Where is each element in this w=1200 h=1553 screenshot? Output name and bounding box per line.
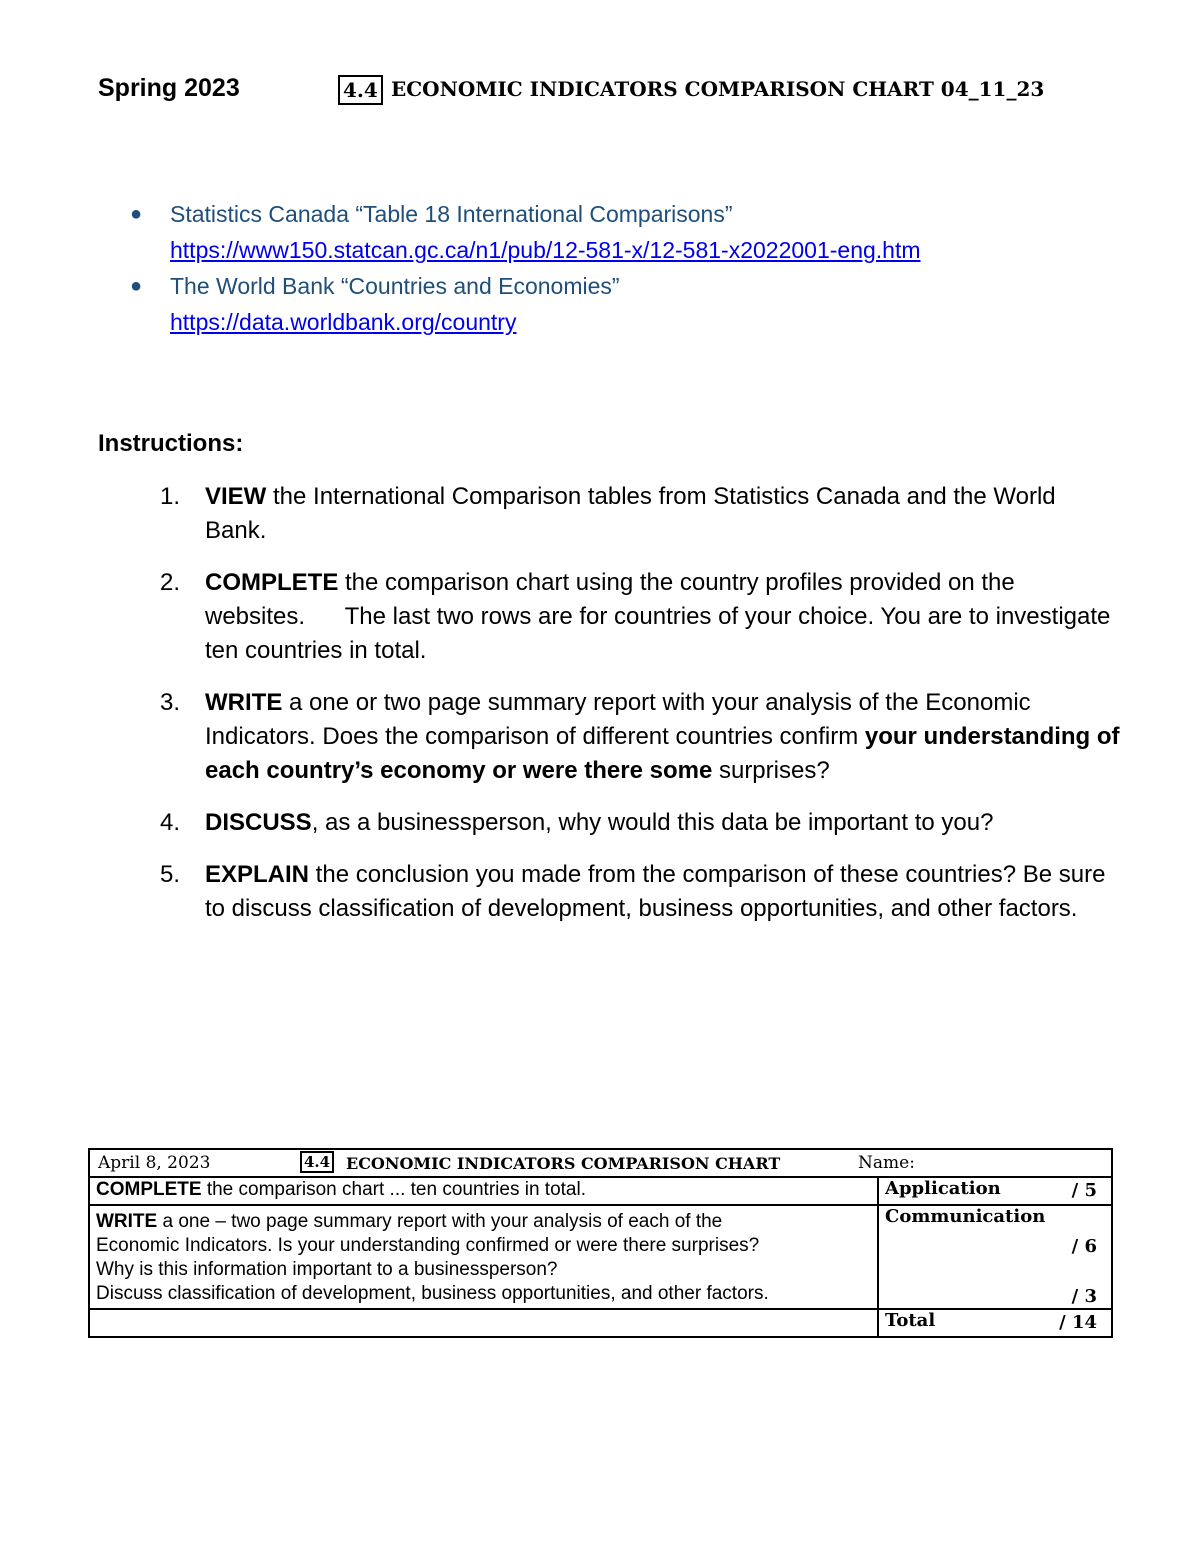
step-text-end: surprises? — [712, 757, 830, 784]
bullet-icon: ● — [130, 275, 143, 297]
step-text: , as a businessperson, why would this data be important to you? — [311, 809, 994, 836]
step-number: 1. — [160, 483, 181, 510]
rubric-title: ECONOMIC INDICATORS COMPARISON CHART — [346, 1154, 781, 1173]
total-label: Total — [885, 1310, 936, 1331]
communication-score: / 6 — [1071, 1236, 1097, 1257]
total-score: / 14 — [1059, 1312, 1097, 1333]
step-verb: VIEW — [205, 483, 267, 510]
reference-title: Statistics Canada “Table 18 International Comparisons” — [170, 201, 733, 227]
rubric-row-application — [89, 1177, 1112, 1205]
rubric-criteria-cell — [89, 1205, 878, 1309]
instruction-steps — [160, 480, 1120, 944]
reference-list — [130, 196, 921, 340]
rubric-header-cell — [89, 1149, 1112, 1177]
step-number: 4. — [160, 809, 181, 836]
document-header — [98, 72, 1118, 112]
reference-item — [130, 268, 921, 340]
step-item — [160, 858, 1120, 926]
total-score-cell — [878, 1309, 1112, 1337]
bullet-icon: ● — [130, 203, 143, 225]
document-title: ECONOMIC INDICATORS COMPARISON CHART 04_11_23 — [391, 77, 1045, 101]
rubric-date: April 8, 2023 — [98, 1153, 211, 1173]
section-number: 4.4 — [338, 75, 383, 105]
step-text: a one or two page summary report with your analysis of the Economic Indicators. Does the comparison of different countries confirm — [205, 689, 1031, 750]
reference-item — [130, 196, 921, 268]
criteria-verb: WRITE — [96, 1211, 158, 1232]
step-number: 3. — [160, 689, 181, 716]
rubric-row-total — [89, 1309, 1112, 1337]
communication-label: Communication — [885, 1206, 1046, 1227]
other-score: / 3 — [1071, 1286, 1097, 1307]
application-score-cell — [878, 1177, 1112, 1205]
step-number: 5. — [160, 861, 181, 888]
rubric-empty-cell — [89, 1309, 878, 1337]
statcan-link[interactable]: https://www150.statcan.gc.ca/n1/pub/12-581-x/12-581-x2022001-eng.htm — [170, 237, 921, 263]
step-text: the comparison chart using the country profiles provided on the websites. The last two rows are for countries of your choice. You are to investigate ten countries in total. — [205, 569, 1118, 664]
step-verb: WRITE — [205, 689, 283, 716]
rubric-header-row — [89, 1149, 1112, 1177]
rubric-criteria-cell — [89, 1177, 878, 1205]
name-label: Name: — [858, 1153, 915, 1173]
worldbank-link[interactable]: https://data.worldbank.org/country — [170, 309, 517, 335]
criteria-line — [96, 1210, 871, 1234]
step-text: the International Comparison tables from Statistics Canada and the World Bank. — [205, 483, 1056, 544]
criteria-line: Why is this information important to a businessperson? — [96, 1259, 558, 1280]
step-verb: COMPLETE — [205, 569, 339, 596]
criteria-text: the comparison chart ... ten countries in total. — [201, 1179, 586, 1200]
step-item — [160, 566, 1120, 668]
rubric-section: 4.4 — [300, 1151, 334, 1173]
step-text: the conclusion you made from the comparison of these countries? Be sure to discuss classification of development, business opportunities, and other factors. — [205, 861, 1106, 922]
step-verb: DISCUSS — [205, 809, 312, 836]
communication-score-cell — [878, 1205, 1112, 1309]
step-verb: EXPLAIN — [205, 861, 310, 888]
criteria-line: Discuss classification of development, business opportunities, and other factors. — [96, 1283, 769, 1304]
criteria-verb: COMPLETE — [96, 1179, 202, 1200]
step-number: 2. — [160, 569, 181, 596]
step-item — [160, 806, 1120, 840]
criteria-text: a one – two page summary report with your analysis of each of the — [157, 1211, 723, 1232]
season-label: Spring 2023 — [98, 74, 240, 102]
application-score: / 5 — [1071, 1180, 1097, 1201]
rubric-table — [88, 1148, 1113, 1338]
step-item — [160, 480, 1120, 548]
application-label: Application — [885, 1178, 1001, 1199]
rubric-row-communication — [89, 1205, 1112, 1309]
reference-title: The World Bank “Countries and Economies” — [170, 273, 620, 299]
criteria-line: Economic Indicators. Is your understanding confirmed or were there surprises? — [96, 1235, 760, 1256]
step-bold-text: your understanding of each country’s economy or were there some — [205, 723, 1120, 784]
instructions-heading: Instructions: — [98, 430, 244, 457]
step-item — [160, 686, 1120, 788]
